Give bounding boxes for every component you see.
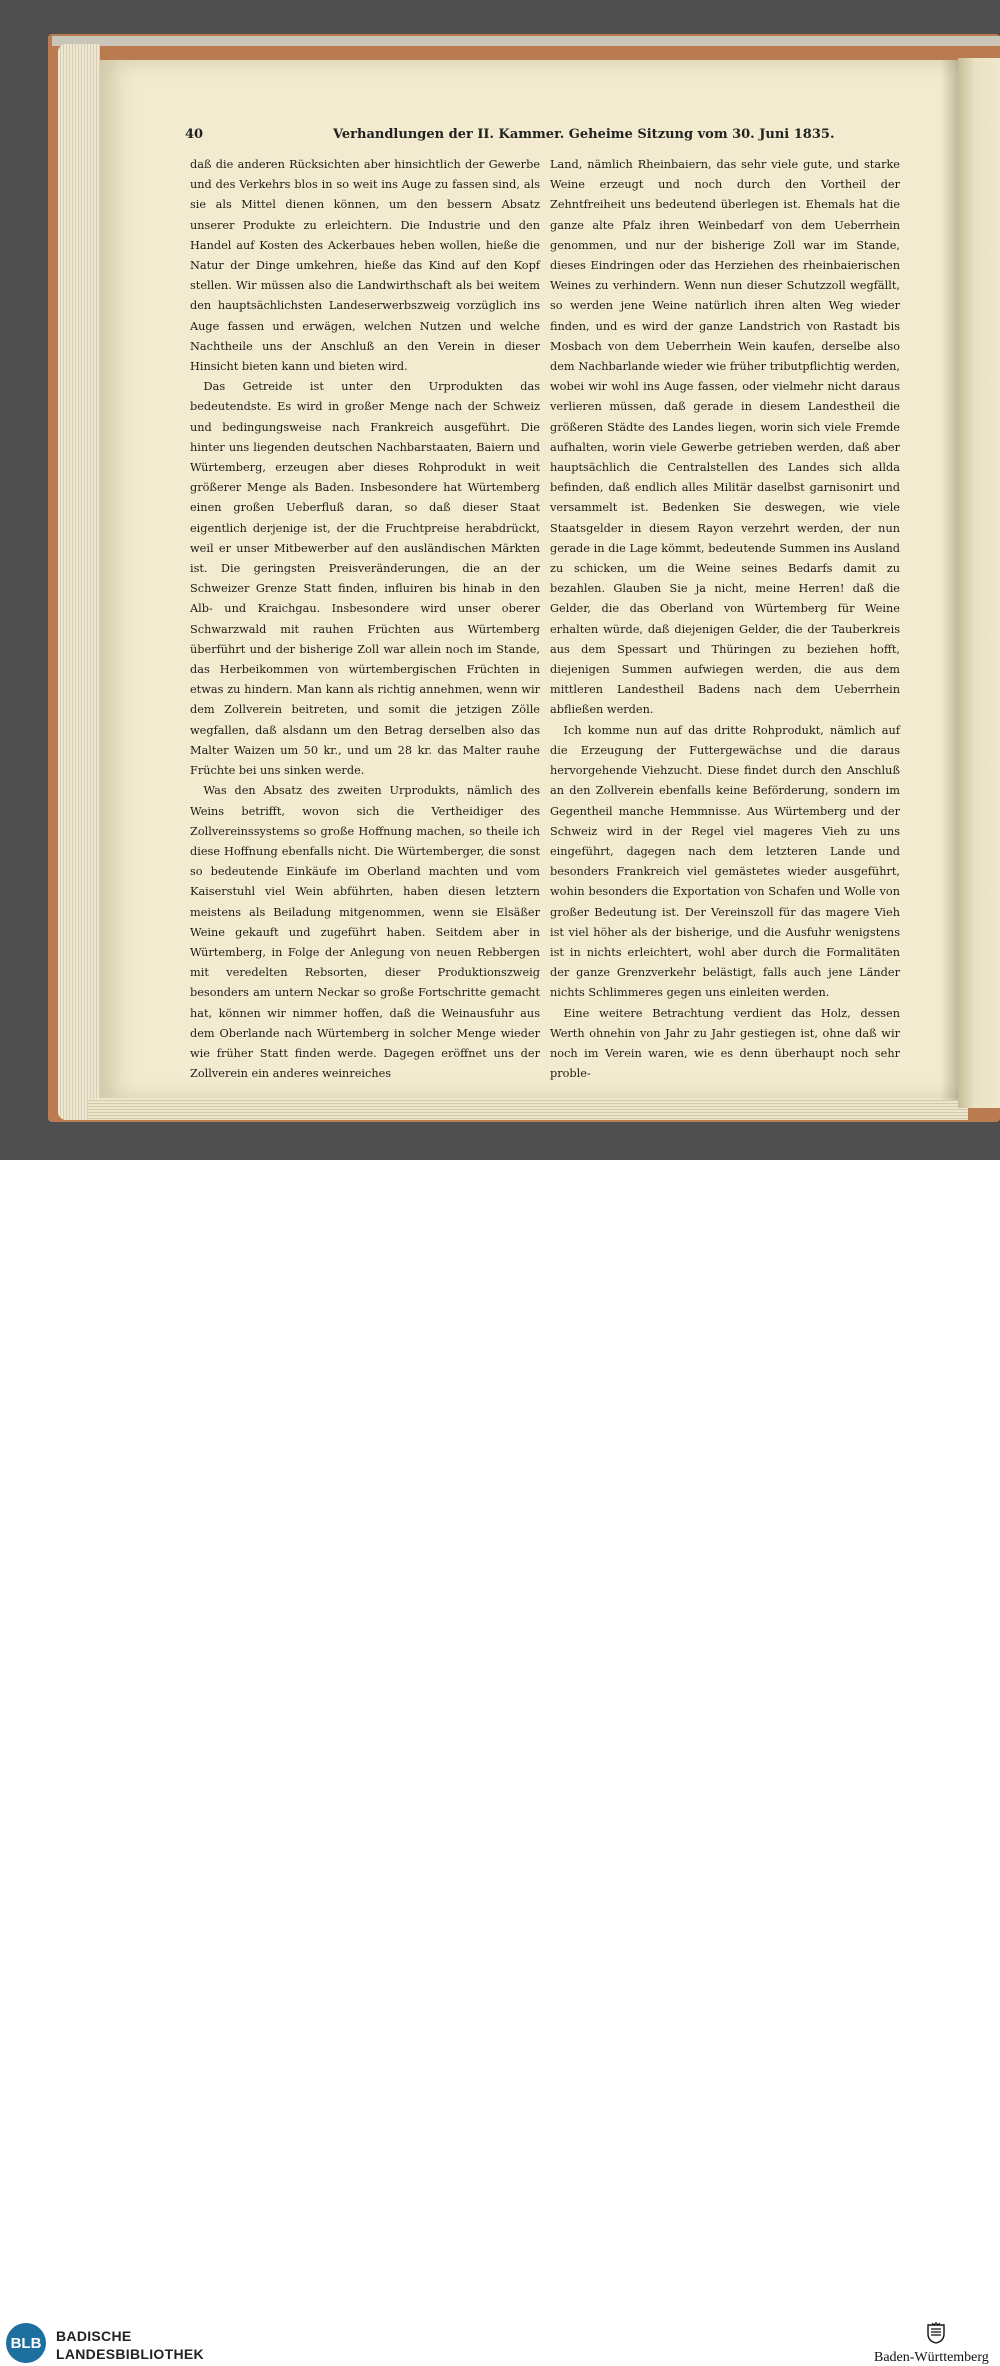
paragraph: Land, nämlich Rheinbaiern, das sehr viele gute, und starke Weine erzeugt und noch durch den Vortheil der Zehntfreiheit uns bedeutend überlegen ist. Ehemals hat die ganze alte Pfalz ihren Weinbedarf von dem Ueberrhein genommen, und nur der bisherige Zoll war im Stande, dieses Eindringen oder das Herziehen des rheinbaierischen Weines zu verhindern. Wenn nun dieser Schutzzoll wegfällt, so werden jene Weine natürlich ihren alten Weg wieder finden, und es wird der ganze Landstrich von Rastadt bis Mosbach von dem Ueberrhein Wein kaufen, derselbe also dem Nachbarlande wieder wie früher tributpflichtig werden, wobei wir wohl ins Auge fassen, oder vielmehr nicht daraus verlieren müssen, daß gerade in diesem Landestheil die größeren Städte des Landes liegen, worin sich viele Fremde aufhalten, worin viele Gewerbe getrieben werden, daß aber hauptsächlich die Centralstellen des Landes sich allda befinden, daß endlich alles Militär daselbst garnisonirt und versammelt ist. Bedenken Sie deswegen, wie viele Staatsgelder in diesem Rayon verzehrt werden, der nun gerade in die Lage kömmt, bedeutende Summen ins Ausland zu schicken, um die Weine seines Bedarfs damit zu bezahlen. Glauben Sie ja nicht, meine Herren! daß die Gelder, die das Oberland von Würtemberg für Weine erhalten würde, daß diejenigen Gelder, die der Tauberkreis aus dem Spessart und Thüringen zu beziehen hofft, diejenigen Summen aufwiegen werden, die aus dem mittleren Landestheil Badens nach dem Ueberrhein abfließen werden. — [550, 158, 900, 717]
scanned-book-spread — [0, 0, 1000, 1160]
region-label[interactable]: Baden-Württemberg — [874, 2350, 989, 2365]
cover-edge — [52, 36, 1000, 46]
paragraph: Eine weitere Betrachtung verdient das Holz, dessen Werth ohnehin von Jahr zu Jahr gestiegen ist, ohne daß wir noch im Verein waren, wie es denn überhaupt noch sehr proble- — [550, 1006, 900, 1081]
page-block-bottom — [88, 1098, 968, 1120]
paragraph: daß die anderen Rücksichten aber hinsichtlich der Gewerbe und des Verkehrs blos in so weit ins Auge zu fassen sind, als sie als Mittel dienen können, um den bessern Absatz unserer Produkte zu erleichtern. Die Industrie und den Handel auf Kosten des Ackerbaues heben wollen, hieße die Natur der Dinge umkehren, hieße das Kind auf den Kopf stellen. Wir müssen also die Landwirthschaft als bei weitem den hauptsächlichsten Landeserwerbszweig vorzüglich ins Auge fassen und erwägen, welchen Nutzen und welche Nachtheile uns der Anschluß an den Verein in dieser Hinsicht bieten kann und bieten wird. — [190, 158, 540, 374]
paragraph: Das Getreide ist unter den Urprodukten das bedeutendste. Es wird in großer Menge nach der Schweiz und bedingungsweise nach Frankreich ausgeführt. Die hinter uns liegenden deutschen Nachbarstaaten, Baiern und Würtemberg, erzeugen aber dieses Rohprodukt in weit größerer Menge als Baden. Insbesondere hat Würtemberg einen großen Ueberfluß daran, so daß dieser Staat eigentlich derjenige ist, der die Fruchtpreise herabdrückt, weil er unser Mitbewerber auf den ausländischen Märkten ist. Die geringsten Preisveränderungen, die an der Schweizer Grenze Statt finden, influiren bis hinab in den Alb- und Kraichgau. Insbesondere wird unser oberer Schwarzwald mit rauhen Früchten aus Würtemberg überführt und der bisherige Zoll war allein noch im Stande, das Herbeikommen von würtembergischen Früchten in etwas zu hindern. Man kann als richtig annehmen, wenn wir dem Zollverein beitreten, und somit die jetzigen Zölle wegfallen, daß alsdann um den Betrag derselben also das Malter Waizen um 50 kr., und um 28 kr. das Malter rauhe Früchte bei uns sinken werde. — [190, 380, 540, 778]
paragraph: Was den Absatz des zweiten Urprodukts, nämlich des Weins betrifft, wovon sich die Vertheidiger des Zollvereinssystems so große Hoffnung machen, so theile ich diese Hoffnung ebenfalls nicht. Die Würtemberger, die sonst so bedeutende Einkäufe im Oberland machten und vom Kaiserstuhl viel Wein abführten, haben diesen letztern meistens als Beiladung mitgenommen, wenn sie Elsäßer Weine gekauft und zugeführt haben. Seitdem aber in Würtemberg, in Folge der Anlegung von neuen Rebbergen mit veredelten Rebsorten, dieser Produktionszweig besonders am untern Neckar so große Fortschritte gemacht hat, können wir nimmer hoffen, daß die Weinausfuhr aus dem Oberlande nach Würtemberg in solcher Menge wieder wie früher Statt finden werde. Dagegen eröffnet uns der Zollverein ein anderes weinreiches — [190, 784, 540, 1081]
coat-of-arms-icon — [926, 2322, 946, 2344]
left-text-column — [190, 155, 540, 1084]
library-name-line1[interactable]: BADISCHE — [56, 2328, 132, 2344]
viewer-footer — [0, 1160, 1000, 2365]
paragraph: Ich komme nun auf das dritte Rohprodukt, nämlich auf die Erzeugung der Futtergewächse und die daraus hervorgehende Viehzucht. Diese findet durch den Anschluß an den Zollverein ebenfalls keine Beförderung, sondern im Gegentheil manche Hemmnisse. Aus Würtemberg und der Schweiz wird in der Regel viel mageres Vieh zu uns eingeführt, dagegen nach dem letzteren Lande und besonders Frankreich viel gemästetes wieder ausgeführt, wohin besonders die Exportation von Schafen und Wolle von großer Bedeutung ist. Der Vereinszoll für das magere Vieh ist viel höher als der bisherige, und die Ausfuhr wenigstens ist in nichts erleichtert, wohl aber durch die Formalitäten der ganze Grenzverkehr belästigt, falls auch jene Länder nichts Schlimmeres gegen uns einleiten werden. — [550, 723, 900, 1000]
blb-logo-icon[interactable]: BLB — [6, 2323, 46, 2363]
page-number: 40 — [185, 127, 204, 142]
running-head: Verhandlungen der II. Kammer. Geheime Sitzung vom 30. Juni 1835. — [333, 127, 835, 142]
right-text-column — [550, 155, 900, 1084]
library-name-line2[interactable]: LANDESBIBLIOTHEK — [56, 2346, 204, 2362]
page-block-edge — [58, 44, 100, 1120]
facing-page — [958, 58, 1000, 1108]
